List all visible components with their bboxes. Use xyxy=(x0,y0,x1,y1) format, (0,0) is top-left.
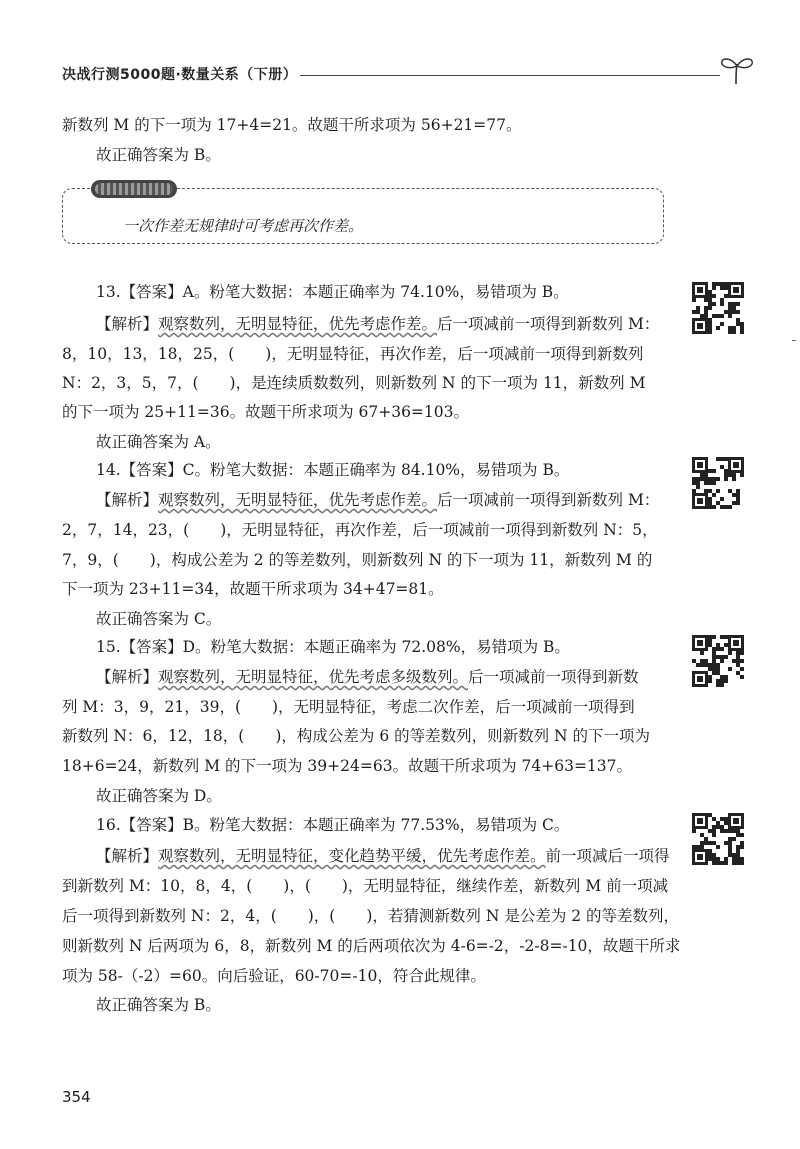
margin-mark xyxy=(792,340,796,341)
q16-line3: 后一项得到新数列 N：2，4，( )，( )，若猜测新数列 N 是公差为 2 的等差数列， xyxy=(62,907,680,925)
q14-answer: 14.【答案】C。粉笔大数据：本题正确率为 84.10%，易错项为 B。 xyxy=(96,461,570,479)
q14-analysis-line xyxy=(96,490,659,510)
tip-badge xyxy=(91,180,177,198)
q15-answer: 15.【答案】D。粉笔大数据：本题正确率为 72.08%，易错项为 B。 xyxy=(96,638,570,656)
q15-line3: 新数列 N：6，12，18，( )，构成公差为 6 的等差数列，则新数列 N 的下一项为 xyxy=(62,727,651,745)
q16-line5: 项为 58-（-2）=60。向后验证，60-70=-10，符合此规律。 xyxy=(62,967,486,985)
q16-line4: 则新数列 N 后两项为 6，8，新数列 M 的后两项依次为 4-6=-2，-2-8=-10，故题干所求 xyxy=(62,937,681,955)
analysis-text: 后一项减前一项得到新数 xyxy=(468,668,639,686)
analysis-text: 后一项减前一项得到新数列 M： xyxy=(437,315,660,333)
analysis-highlight: 观察数列，无明显特征，优先考虑多级数列。 xyxy=(158,668,469,686)
q16-line2: 到新数列 M：10，8，4，( )，( )，无明显特征，继续作差，新数列 M 前一项减 xyxy=(62,877,669,895)
analysis-label: 【解析】 xyxy=(96,847,159,865)
analysis-highlight: 观察数列，无明显特征，变化趋势平缓，优先考虑作差。 xyxy=(158,847,546,865)
intro-conclusion: 故正确答案为 B。 xyxy=(96,146,221,164)
qr-code-icon xyxy=(692,282,744,334)
q13-answer: 13.【答案】A。粉笔大数据：本题正确率为 74.10%，易错项为 B。 xyxy=(96,283,569,301)
q15-line4: 18+6=24，新数列 M 的下一项为 39+24=63。故题干所求项为 74+63=137。 xyxy=(62,757,633,775)
analysis-label: 【解析】 xyxy=(96,668,159,686)
q14-conclusion: 故正确答案为 C。 xyxy=(96,610,222,628)
q15-conclusion: 故正确答案为 D。 xyxy=(96,787,222,805)
analysis-highlight: 观察数列，无明显特征，优先考虑作差。 xyxy=(158,491,438,509)
analysis-label: 【解析】 xyxy=(96,315,159,333)
page-number: 354 xyxy=(62,1088,91,1106)
running-header xyxy=(62,64,762,86)
q15-line2: 列 M：3，9，21，39，( )，无明显特征，考虑二次作差，后一项减前一项得到 xyxy=(62,698,635,716)
q15-analysis-line xyxy=(96,667,639,687)
q13-conclusion: 故正确答案为 A。 xyxy=(96,433,221,451)
analysis-text: 后一项减前一项得到新数列 M： xyxy=(437,491,660,509)
tip-text: 一次作差无规律时可考虑再次作差。 xyxy=(123,217,364,235)
q16-conclusion: 故正确答案为 B。 xyxy=(96,996,221,1014)
q16-answer: 16.【答案】B。粉笔大数据：本题正确率为 77.53%，易错项为 C。 xyxy=(96,816,570,834)
qr-code-icon xyxy=(692,457,744,509)
book-title: 决战行测5000题·数量关系（下册） xyxy=(62,67,298,83)
q14-line3: 7，9，( )，构成公差为 2 的等差数列，则新数列 N 的下一项为 11，新数列 M 的 xyxy=(62,551,653,569)
qr-code-icon xyxy=(692,635,744,687)
intro-line: 新数列 M 的下一项为 17+4=21。故题干所求项为 56+21=77。 xyxy=(62,116,522,134)
q13-line3: N：2，3，5，7，( )，是连续质数数列，则新数列 N 的下一项为 11，新数列 M xyxy=(62,374,646,392)
analysis-text: 前一项减后一项得 xyxy=(545,847,670,865)
qr-code-icon xyxy=(692,813,744,865)
q13-line4: 的下一项为 25+11=36。故题干所求项为 67+36=103。 xyxy=(62,403,470,421)
q16-analysis-line xyxy=(96,846,670,866)
q13-line2: 8，10，13，18，25，( )，无明显特征，再次作差，后一项减前一项得到新数列 xyxy=(62,345,644,363)
q14-line2: 2，7，14，23，( )，无明显特征，再次作差，后一项减前一项得到新数列 N：5， xyxy=(62,521,658,539)
header-rule xyxy=(300,75,720,76)
q14-line4: 下一项为 23+11=34，故题干所求项为 34+47=81。 xyxy=(62,580,444,598)
analysis-highlight: 观察数列，无明显特征，优先考虑作差。 xyxy=(158,315,438,333)
tip-box xyxy=(62,188,664,244)
analysis-label: 【解析】 xyxy=(96,491,159,509)
q13-analysis-line xyxy=(96,314,659,334)
sprout-icon xyxy=(716,54,758,86)
